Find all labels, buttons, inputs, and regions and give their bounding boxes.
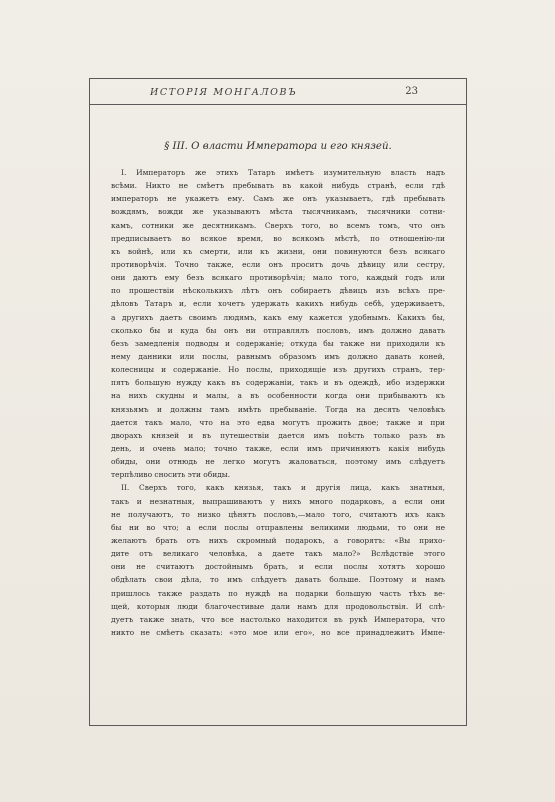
text-line: по прошествіи нѣсколькихъ лѣтъ онъ собираетъ дѣвицъ изъ всѣхъ пре- — [111, 286, 445, 296]
text-line: а другихъ даетъ своимъ людямъ, какъ ему кажется удобнымъ. Какихъ бы, — [111, 312, 445, 322]
text-line: нему данники или послы, равнымъ образомъ имъ должно давать коней, — [111, 351, 445, 361]
page-number: 23 — [405, 86, 418, 97]
text-line: дворахъ князей и въ путешествіи дается имъ поѣсть только разъ въ — [111, 430, 445, 440]
text-line: на нихъ скудны и малы, а въ особенности когда они прибываютъ къ — [111, 391, 445, 401]
text-line: колесницы и содержаніе. Но послы, приходящіе изъ другихъ странъ, тер- — [111, 365, 445, 375]
text-line: желаютъ брать отъ нихъ скромный подарокъ, а говорятъ: «Вы прихо- — [111, 535, 445, 545]
text-line: пятъ большую нужду какъ въ содержаніи, такъ и въ одеждѣ, ибо издержки — [111, 378, 445, 388]
text-line: противорѣчія. Точно также, если онъ проситъ дочь дѣвицу или сестру, — [111, 259, 445, 269]
text-line: всѣми. Никто не смѣетъ пребывать въ какой нибудь странѣ, если гдѣ — [111, 181, 445, 191]
text-line: они даютъ ему безъ всякаго противорѣчія; мало того, каждый годъ или — [111, 273, 445, 283]
text-line: князьямъ и должны тамъ имѣть пребываніе. Тогда на десять человѣкъ — [111, 404, 445, 414]
text-line: дается такъ мало, что на это едва могутъ прожить двое; также и при — [111, 417, 445, 427]
text-line: никто не смѣетъ сказать: «это мое или его», но все принадлежитъ Импе- — [111, 627, 445, 637]
text-line: къ войнѣ, или къ смерти, или къ жизни, они повинуются безъ всякаго — [111, 246, 445, 256]
header-rule — [90, 104, 466, 105]
text-line: они не считаютъ достойнымъ брать, и если послы хотятъ хорошо — [111, 562, 445, 572]
text-line: обдѣлать свои дѣла, то имъ слѣдуетъ давать больше. Поэтому и намъ — [111, 575, 445, 585]
body-text — [111, 166, 445, 639]
text-line: дѣловъ Татаръ и, если хочетъ удержать какихъ нибудь себѣ, удерживаетъ, — [111, 299, 445, 309]
text-line: безъ замедленія подводы и содержаніе; откуда бы также ни приходили къ — [111, 338, 445, 348]
text-line: щей, которыя люди благочестивые дали намъ для продовольствія. И слѣ- — [111, 601, 445, 611]
text-line: камъ, сотники же десятникамъ. Сверхъ того, во всемъ томъ, что онъ — [111, 220, 445, 230]
running-title: ИСТОРІЯ МОНГАЛОВЪ — [150, 87, 298, 98]
text-line: дуетъ также знать, что все настолько находится въ рукѣ Императора, что — [111, 614, 445, 624]
text-line: обиды, они отнюдь не легко могутъ жаловаться, поэтому имъ слѣдуетъ — [111, 457, 445, 467]
text-line: такъ и незнатныя, выпрашиваютъ у нихъ много подарковъ, а если они — [111, 496, 445, 506]
text-line: пришлось также раздать по нуждѣ на подарки большую часть тѣхъ ве- — [111, 588, 445, 598]
text-line: терпѣливо сносить эти обиды. — [111, 470, 231, 480]
text-line: императоръ не укажетъ ему. Самъ же онъ указываетъ, гдѣ пребывать — [111, 194, 445, 204]
text-line: день, и очень мало; точно также, если имъ причиняютъ какія нибудь — [111, 443, 445, 453]
text-line: дите отъ великаго человѣка, а даете такъ мало?» Вслѣдствіе этого — [111, 549, 445, 559]
text-line: сколько бы и куда бы онъ ни отправлялъ пословъ, имъ должно давать — [111, 325, 445, 335]
text-line: I. Императоръ же этихъ Татаръ имѣетъ изумительную власть надъ — [121, 168, 445, 177]
section-heading: § III. О власти Императора и его князей. — [164, 141, 392, 152]
text-line: предписываетъ во всякое время, во всякомъ мѣстѣ, по отношенію-ли — [111, 233, 445, 243]
page-border-frame — [89, 78, 467, 726]
text-line: вождямъ, вожди же указываютъ мѣста тысячникамъ, тысячники сотни- — [111, 207, 445, 217]
text-line: бы ни во что; а если послы отправлены великими людьми, то они не — [111, 522, 445, 532]
text-line: II. Сверхъ того, какъ князья, такъ и другія лица, какъ знатныя, — [121, 483, 445, 493]
text-line: не получаютъ, то низко цѣнятъ пословъ,—мало того, считаютъ ихъ какъ — [111, 509, 445, 519]
